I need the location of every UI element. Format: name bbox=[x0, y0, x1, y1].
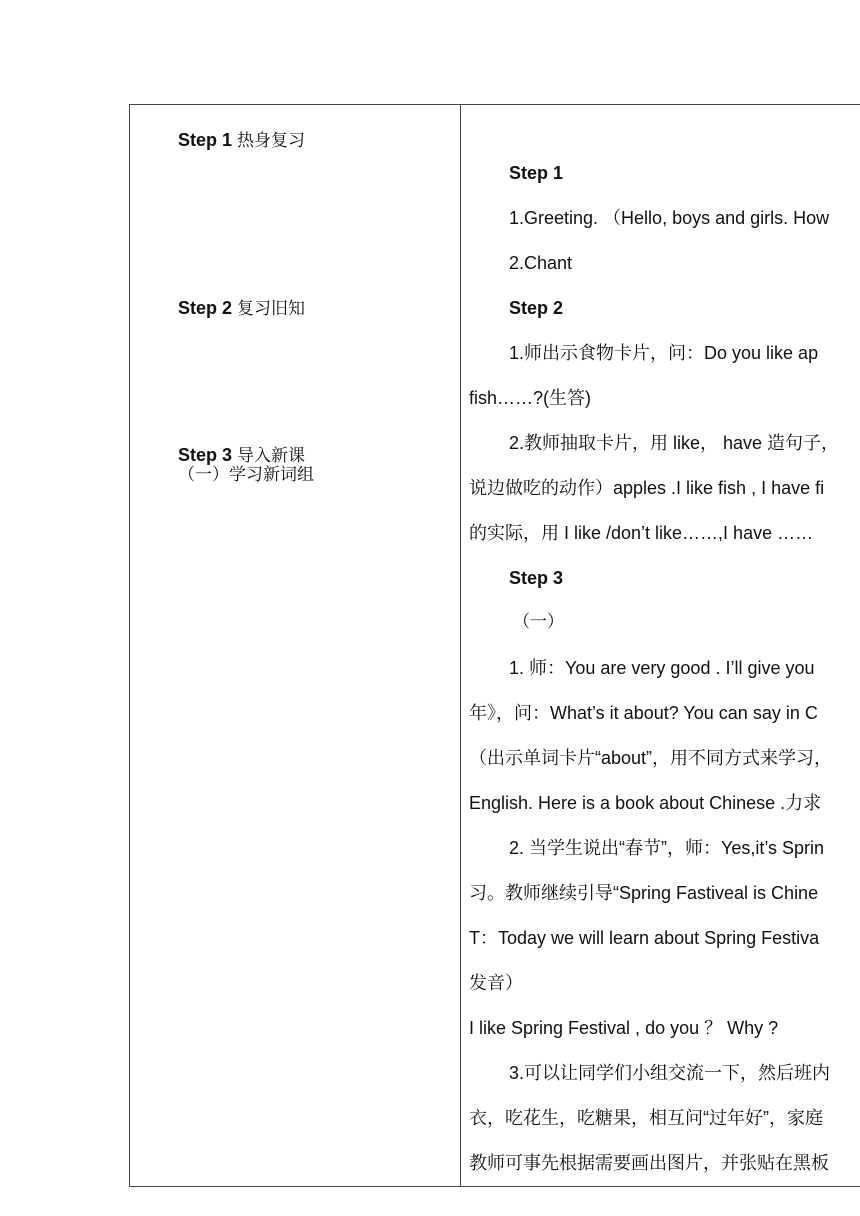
step1-title: 热身复习 bbox=[237, 131, 306, 151]
step1-heading: Step 1 bbox=[509, 163, 564, 183]
procedure-column bbox=[461, 104, 860, 1187]
step3-number: Step 3 bbox=[178, 445, 233, 465]
step2-heading: Step 2 bbox=[509, 298, 564, 318]
text-line: 2.Chant bbox=[509, 253, 573, 273]
step3-subtitle: （一）学习新词组 bbox=[178, 465, 314, 485]
step3-heading: Step 3 bbox=[509, 568, 564, 588]
step2-label bbox=[178, 298, 305, 320]
text-line: 2.教师抽取卡片，用 like， have 造句子， bbox=[509, 433, 840, 453]
text-line: 的实际，用 I like /don’t like……,I have …… bbox=[469, 523, 814, 543]
step3-title: 导入新课 bbox=[237, 446, 306, 466]
text-line: English. Here is a book about Chinese .力求 bbox=[469, 793, 822, 813]
text-line: I like Spring Festival , do you ？ Why ? bbox=[469, 1018, 779, 1038]
text-line: 习。教师继续引导“Spring Fastiveal is Chine bbox=[469, 883, 819, 903]
text-line: 1. 师：You are very good . I’ll give you bbox=[509, 658, 815, 678]
text-line: 发音） bbox=[469, 973, 523, 993]
text-line: 1.师出示食物卡片，问：Do you like ap bbox=[509, 343, 819, 363]
text-line: 说边做吃的动作）apples .I like fish , I have fi bbox=[469, 478, 825, 498]
text-line: 3.可以让同学们小组交流一下，然后班内 bbox=[509, 1063, 831, 1083]
step2-title: 复习旧知 bbox=[237, 299, 306, 319]
text-line: 1.Greeting. （Hello, boys and girls. How bbox=[509, 208, 830, 228]
step1-number: Step 1 bbox=[178, 130, 233, 150]
text-line: 年》，问：What’s it about? You can say in C bbox=[469, 703, 818, 723]
text-line: T：Today we will learn about Spring Festiva bbox=[469, 928, 820, 948]
text-line: （出示单词卡片“about”，用不同方式来学习， bbox=[469, 748, 833, 768]
text-line: 衣，吃花生，吃糖果，相互问“过年好”，家庭 bbox=[469, 1108, 823, 1128]
step1-label bbox=[178, 130, 305, 152]
text-line: 教师可事先根据需要画出图片，并张贴在黑板 bbox=[469, 1153, 829, 1173]
text-line: fish……?(生答) bbox=[469, 388, 592, 408]
text-line: 2. 当学生说出“春节”，师：Yes,it’s Sprin bbox=[509, 838, 825, 858]
section-marker: （一） bbox=[513, 612, 564, 632]
steps-column bbox=[129, 104, 460, 1187]
step2-number: Step 2 bbox=[178, 298, 233, 318]
step3-label bbox=[178, 445, 305, 467]
